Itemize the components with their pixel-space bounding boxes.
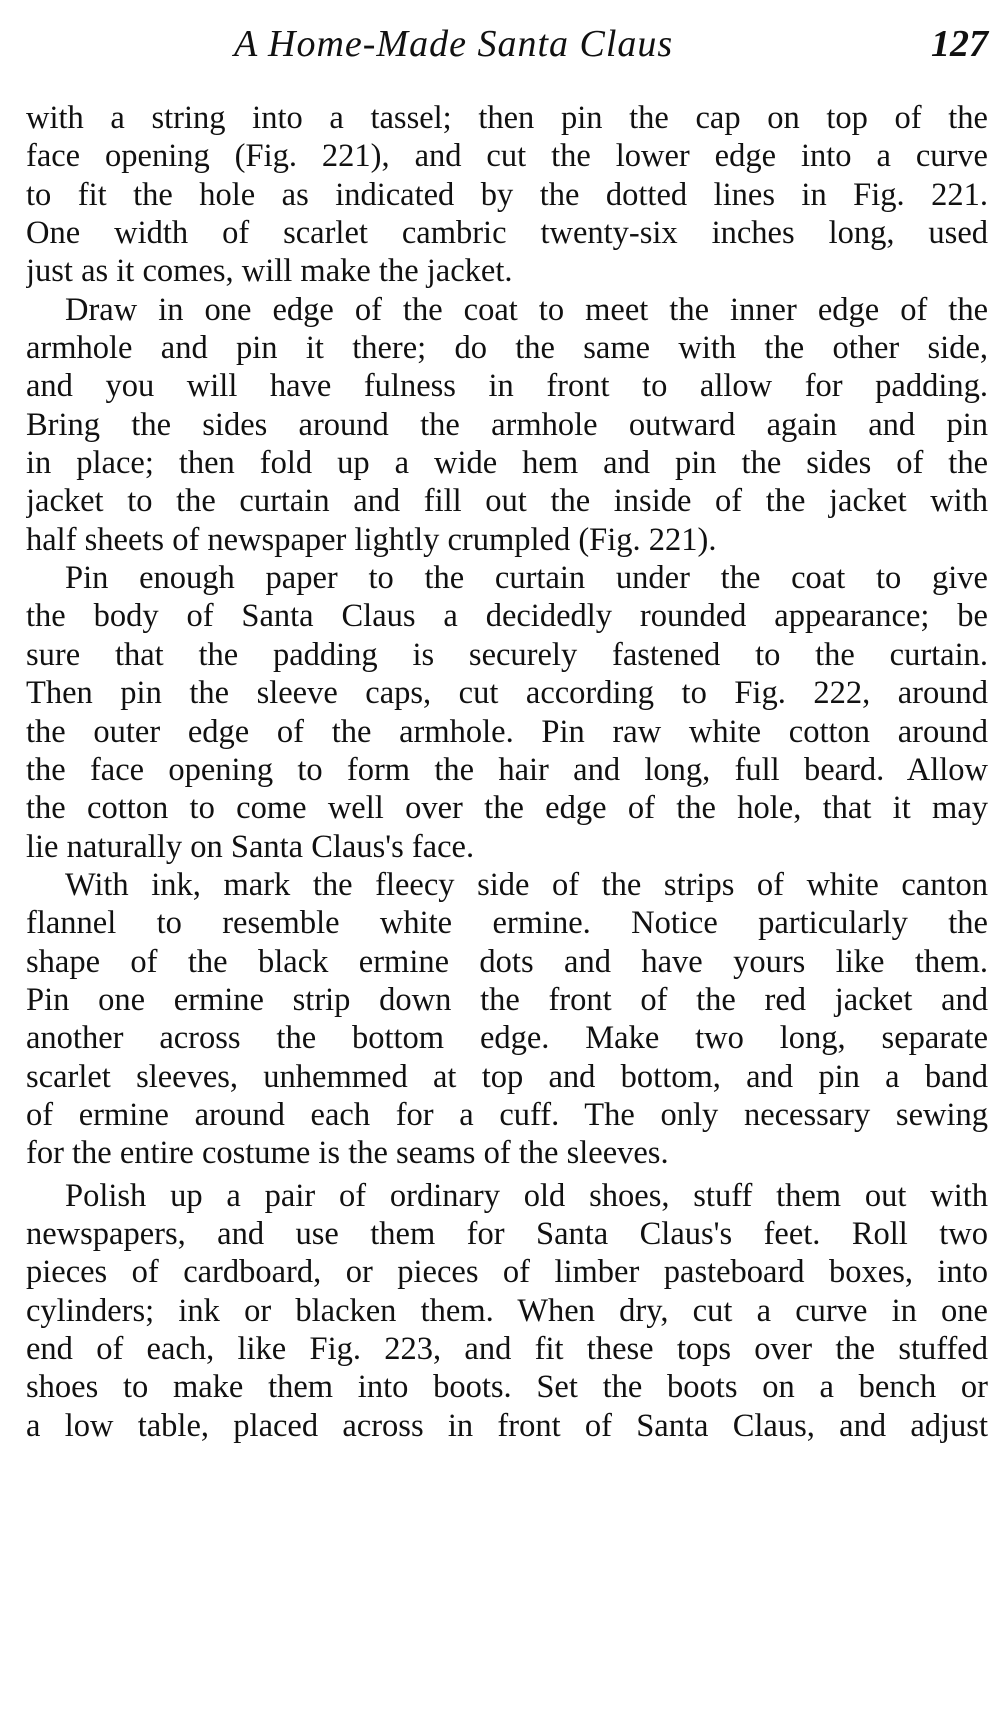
page-number: 127 — [931, 23, 988, 65]
text-line: end of each, like Fig. 223, and fit these tops over the stuffed — [26, 1331, 988, 1367]
text-line: shape of the black ermine dots and have yours like them. — [26, 943, 988, 980]
text-line: a low table, placed across in front of Santa Claus, and adjust — [26, 1407, 988, 1444]
text-line: the face opening to form the hair and long, full beard. Allow — [26, 751, 988, 788]
text-line: Then pin the sleeve caps, cut according to Fig. 222, around — [26, 675, 988, 712]
text-line: flannel to resemble white ermine. Notice particularly the — [26, 905, 988, 942]
paragraph-first-line: With ink, mark the fleecy side of the strips of white canton — [65, 866, 988, 903]
text-line: another across the bottom edge. Make two long, separate — [26, 1020, 988, 1057]
text-line: sure that the padding is securely fastened to the curtain. — [26, 636, 988, 673]
text-line: shoes to make them into boots. Set the boots on a bench or — [26, 1369, 988, 1406]
text-line: Bring the sides around the armhole outward again and pin — [26, 406, 988, 443]
text-line: to fit the hole as indicated by the dotted lines in Fig. 221. — [26, 176, 988, 213]
paragraph-first-line: Pin enough paper to the curtain under the coat to give — [65, 560, 988, 597]
text-line: jacket to the curtain and fill out the inside of the jacket with — [26, 483, 988, 520]
body-text — [26, 99, 988, 1445]
text-line: for the entire costume is the seams of the sleeves. — [26, 1135, 669, 1172]
text-line: pieces of cardboard, or pieces of limber pasteboard boxes, into — [26, 1254, 988, 1291]
text-line: newspapers, and use them for Santa Claus's feet. Roll two — [26, 1215, 988, 1252]
text-line: the cotton to come well over the edge of the hole, that it may — [26, 790, 988, 827]
text-line: the body of Santa Claus a decidedly rounded appearance; be — [26, 598, 988, 635]
text-line: the outer edge of the armhole. Pin raw white cotton around — [26, 713, 988, 750]
paragraph-first-line: Draw in one edge of the coat to meet the inner edge of the — [65, 291, 988, 328]
text-line: in place; then fold up a wide hem and pin the sides of the — [26, 445, 988, 482]
paragraph-first-line: Polish up a pair of ordinary old shoes, stuff them out with — [65, 1177, 988, 1214]
text-line: Pin one ermine strip down the front of the red jacket and — [26, 981, 988, 1018]
text-line: with a string into a tassel; then pin the cap on top of the — [26, 100, 988, 136]
text-line: and you will have fulness in front to allow for padding. — [26, 368, 988, 405]
running-title: A Home-Made Santa Claus — [234, 23, 674, 65]
text-line: face opening (Fig. 221), and cut the lower edge into a curve — [26, 138, 988, 175]
text-line: One width of scarlet cambric twenty-six inches long, used — [26, 215, 988, 252]
text-line: of ermine around each for a cuff. The only necessary sewing — [26, 1096, 988, 1133]
running-head — [26, 14, 988, 74]
text-line: just as it comes, will make the jacket. — [26, 253, 513, 290]
text-line: cylinders; ink or blacken them. When dry, cut a curve in one — [26, 1292, 988, 1329]
text-line: armhole and pin it there; do the same with the other side, — [26, 330, 988, 367]
text-line: half sheets of newspaper lightly crumpled (Fig. 221). — [26, 521, 717, 558]
text-line: lie naturally on Santa Claus's face. — [26, 828, 475, 865]
text-line: scarlet sleeves, unhemmed at top and bottom, and pin a band — [26, 1058, 988, 1095]
